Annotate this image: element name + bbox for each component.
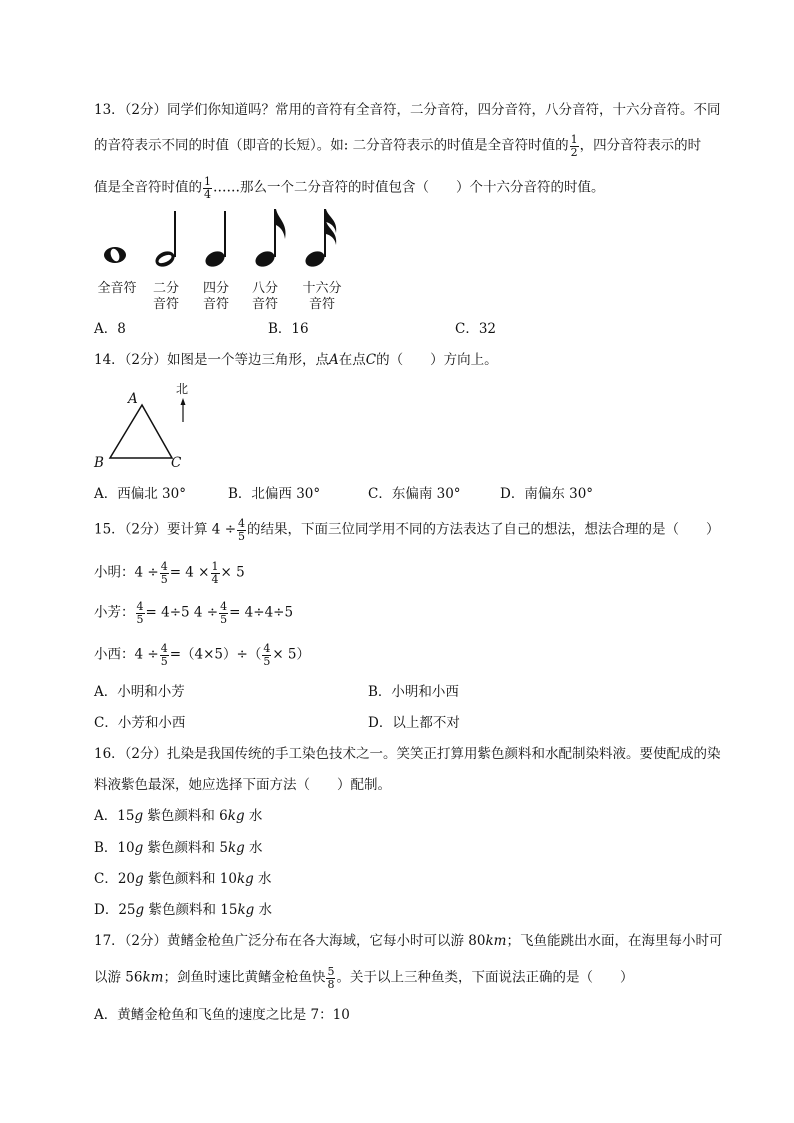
q16-line-1: 16．（2分）扎染是我国传统的手工染色技术之一。笑笑正打算用紫色颜料和水配制染料液。要使配成的染 xyxy=(94,746,721,762)
fraction-one-quarter: $\frac{1}{4}$ xyxy=(204,175,211,201)
fraction-four-fifths: $\frac{4}{5}$ xyxy=(238,517,246,543)
q15-option-d[interactable]: D．以上都不对 xyxy=(368,715,460,731)
q16-option-a[interactable]: A．15g 紫色颜料和 6kg 水 xyxy=(94,808,263,824)
q13-option-c[interactable]: C．32 xyxy=(455,321,497,337)
q13-option-b[interactable]: B．16 xyxy=(268,321,309,337)
north-label: 北 xyxy=(176,382,189,396)
note-label-sixteenth: 十六分 音符 xyxy=(302,281,342,312)
q14-option-b[interactable]: B．北偏西 30° xyxy=(228,486,321,502)
q16-option-b[interactable]: B．10g 紫色颜料和 5kg 水 xyxy=(94,840,263,856)
q16-option-c[interactable]: C．20g 紫色颜料和 10kg 水 xyxy=(94,871,272,887)
xiaoming-method: 小明：4 ÷ $\frac{4}{5}$ = 4 × $\frac{1}{4}$ × 5 xyxy=(94,560,245,586)
vertex-c-label: C xyxy=(171,455,182,471)
q14-option-d[interactable]: D．南偏东 30° xyxy=(500,486,594,502)
sixteenth-note-icon xyxy=(298,203,342,271)
xiaofang-method: 小芳： $\frac{4}{5}$ = 4÷5 4 ÷ $\frac{4}{5}$ = 4÷4÷5 xyxy=(94,600,294,626)
quarter-note-icon xyxy=(198,205,234,271)
fraction-one-half: $\frac{1}{2}$ xyxy=(570,133,578,159)
note-label-eighth: 八分 音符 xyxy=(251,281,278,312)
q16-line-2: 料液紫色最深，她应选择下面方法（ ）配制。 xyxy=(94,777,391,793)
q13-text-2b: ，四分音符表示的时 xyxy=(579,137,702,154)
eighth-note-icon xyxy=(248,203,288,271)
q13-text-2a: 的音符表示不同的时值（即音的长短）。如: 二分音符表示的时值是全音符时值的 xyxy=(94,137,569,154)
vertex-a-label: A xyxy=(128,391,138,407)
q17-option-a[interactable]: A．黄鳍金枪鱼和飞鱼的速度之比是 7：10 xyxy=(94,1007,350,1023)
point-a-label: A xyxy=(329,352,339,368)
q17-line-1: 17．（2分）黄鳍金枪鱼广泛分布在各大海域，它每小时可以游 80km；飞鱼能跳出水面，在海里每小时可 xyxy=(94,933,723,949)
q15-option-b[interactable]: B．小明和小西 xyxy=(368,684,459,700)
q13-text-1: 13．（2分）同学们你知道吗？常用的音符有全音符，二分音符，四分音符，八分音符，十六分音符。不同 xyxy=(94,102,721,118)
q13-text-3b: ……那么一个二分音符的时值包含（ ）个十六分音符的时值。 xyxy=(213,179,605,196)
point-c-label: C xyxy=(365,352,377,368)
q15-option-a[interactable]: A．小明和小芳 xyxy=(94,684,185,700)
q14-option-a[interactable]: A．西偏北 30° xyxy=(94,486,186,502)
q14-option-c[interactable]: C．东偏南 30° xyxy=(368,486,461,502)
q13-line-3 xyxy=(94,176,605,200)
q13-line-2 xyxy=(94,134,701,158)
q14-question: 14．（2分）如图是一个等边三角形，点A在点C的（ ）方向上。 xyxy=(94,352,498,368)
q17-line-2: 以游 56km；剑鱼时速比黄鳍金枪鱼快 $\frac{5}{8}$ 。关于以上三种鱼类，下面说法正确的是（ ） xyxy=(94,965,634,991)
half-note-icon xyxy=(148,205,184,271)
note-label-half: 二分 音符 xyxy=(152,281,179,312)
whole-note-icon xyxy=(100,240,130,270)
note-label-whole: 全音符 xyxy=(97,281,137,296)
q13-text-3a: 值是全音符时值的 xyxy=(94,179,202,196)
q13-option-a[interactable]: A．8 xyxy=(94,321,126,337)
q15-option-c[interactable]: C．小芳和小西 xyxy=(94,715,186,731)
q15-question: 15．（2分）要计算 4 ÷ $\frac{4}{5}$ 的结果，下面三位同学用不同的方法表达了自己的想法，想法合理的是（ ） xyxy=(94,517,720,543)
fraction-five-eighths: $\frac{5}{8}$ xyxy=(327,965,335,991)
q16-option-d[interactable]: D．25g 紫色颜料和 15kg 水 xyxy=(94,902,273,918)
xiaoxi-method: 小西：4 ÷ $\frac{4}{5}$ =（4×5）÷（ $\frac{4}{5}$ × 5） xyxy=(94,642,311,668)
note-label-quarter: 四分 音符 xyxy=(202,281,229,312)
q13-line-1 xyxy=(94,104,721,118)
triangle-shape xyxy=(110,405,172,458)
vertex-b-label: B xyxy=(94,455,104,471)
